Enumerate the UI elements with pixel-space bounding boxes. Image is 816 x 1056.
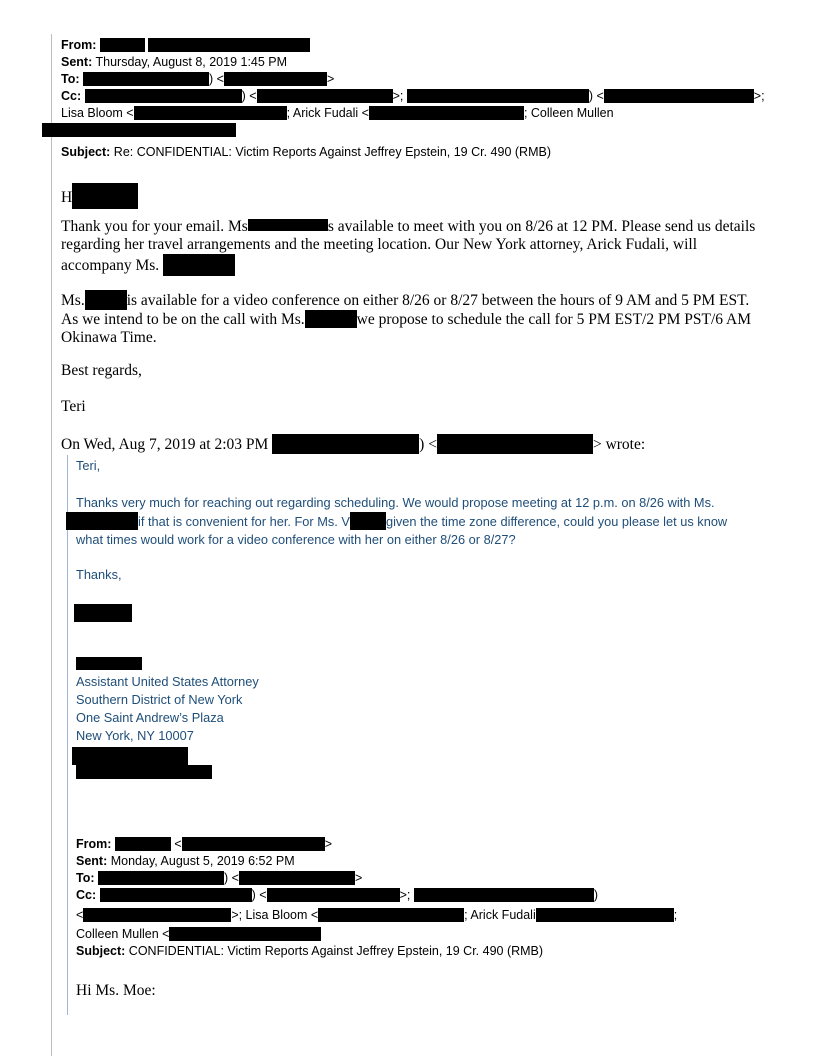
redaction — [248, 219, 328, 231]
redaction — [369, 106, 524, 120]
sent-line — [61, 54, 287, 71]
quote-rule — [51, 34, 52, 1056]
from-line — [61, 37, 310, 54]
sent-value: Thursday, August 8, 2019 1:45 PM — [95, 55, 288, 69]
quoted-greeting: Teri, — [76, 458, 101, 473]
redaction — [115, 837, 171, 851]
sig-office: Southern District of New York — [76, 692, 243, 707]
redaction — [350, 512, 386, 530]
redaction — [437, 434, 593, 454]
redaction — [604, 89, 754, 103]
signature: Teri — [61, 398, 86, 415]
sig-city: New York, NY 10007 — [76, 728, 194, 743]
redaction — [76, 657, 142, 670]
redaction — [72, 183, 138, 209]
redaction — [272, 434, 419, 454]
cc-line-2 — [61, 105, 614, 122]
to-line-3: To: ) < > — [76, 871, 363, 885]
redaction — [305, 310, 357, 328]
cc-label: Cc: — [61, 89, 82, 103]
to-line: To: ) < > — [61, 72, 335, 86]
redaction — [76, 765, 212, 779]
paragraph-1: Thank you for your email. Ms s available to meet with you on 8/26 at 12 PM. Please send us details regarding her travel arrangements and the meeting location. Our New York attorney, Arick Fudali, will accompany Ms. — [61, 218, 756, 274]
sent-label: Sent: — [61, 55, 93, 69]
redaction — [182, 837, 325, 851]
to-label: To: — [61, 72, 80, 86]
subject-label: Subject: — [61, 145, 111, 159]
redaction — [42, 123, 236, 137]
sig-title: Assistant United States Attorney — [76, 674, 259, 689]
redaction — [74, 604, 132, 622]
redaction — [407, 89, 589, 103]
redaction — [100, 38, 145, 52]
redaction — [169, 927, 321, 941]
redaction — [72, 747, 188, 765]
cc-line-3: Cc: ) < >; ) — [76, 888, 598, 902]
signature-block — [76, 673, 259, 745]
cc-lisa: Lisa Bloom < — [61, 106, 134, 120]
cc-line: Cc: ) < >; ) < >; — [61, 89, 765, 103]
inner-quote-rule — [67, 455, 68, 1015]
closing: Best regards, — [61, 362, 142, 379]
redaction — [66, 512, 138, 530]
redaction — [318, 908, 464, 922]
cc-line-3b: < >; Lisa Bloom < ; Arick Fudali ; — [76, 908, 678, 922]
quoted-paragraph: Thanks very much for reaching out regarding scheduling. We would propose meeting at 12 p.m. on 8/26 with Ms. if that is convenient for her. For Ms. V given the time zone difference, could you please let us know what times would work for a video conference with her on either 8/26 or 8/27? — [76, 494, 776, 549]
redaction — [148, 38, 310, 52]
redaction — [239, 871, 355, 885]
redaction — [267, 888, 400, 902]
quoted-thanks: Thanks, — [76, 567, 122, 582]
subject-value: Re: CONFIDENTIAL: Victim Reports Against Jeffrey Epstein, 19 Cr. 490 (RMB) — [113, 145, 551, 159]
redaction — [85, 290, 127, 310]
cc-arick: ; Arick Fudali < — [286, 106, 369, 120]
sent-line-3: Sent: Monday, August 5, 2019 6:52 PM — [76, 854, 295, 868]
subject-line — [61, 144, 551, 161]
redaction — [85, 89, 242, 103]
quote-intro: On Wed, Aug 7, 2019 at 2:03 PM ) < > wrote: — [61, 436, 646, 453]
redaction — [134, 106, 287, 120]
from-label: From: — [61, 38, 97, 52]
sig-street: One Saint Andrew’s Plaza — [76, 710, 224, 725]
greeting-3: Hi Ms. Moe: — [76, 982, 156, 999]
redaction — [83, 72, 209, 86]
redaction — [98, 871, 224, 885]
redaction — [536, 908, 674, 922]
cc-line-3c: Colleen Mullen < — [76, 926, 321, 943]
from-line-3: From: < > — [76, 837, 332, 851]
paragraph-2: Ms. is available for a video conference on either 8/26 or 8/27 between the hours of 9 AM and 5 PM EST. As we intend to be on the call with Ms. we propose to schedule the call for 5 PM EST/2 PM PST/6 AM Okinawa Time. — [61, 292, 752, 346]
cc-colleen: ; Colleen Mullen — [523, 106, 614, 120]
redaction — [83, 908, 231, 922]
redaction — [100, 888, 252, 902]
greeting: H — [61, 183, 138, 209]
redaction — [414, 888, 594, 902]
subject-line-3: Subject: CONFIDENTIAL: Victim Reports Against Jeffrey Epstein, 19 Cr. 490 (RMB) — [76, 944, 544, 958]
redaction — [224, 72, 327, 86]
redaction — [163, 254, 235, 276]
redaction — [257, 89, 393, 103]
